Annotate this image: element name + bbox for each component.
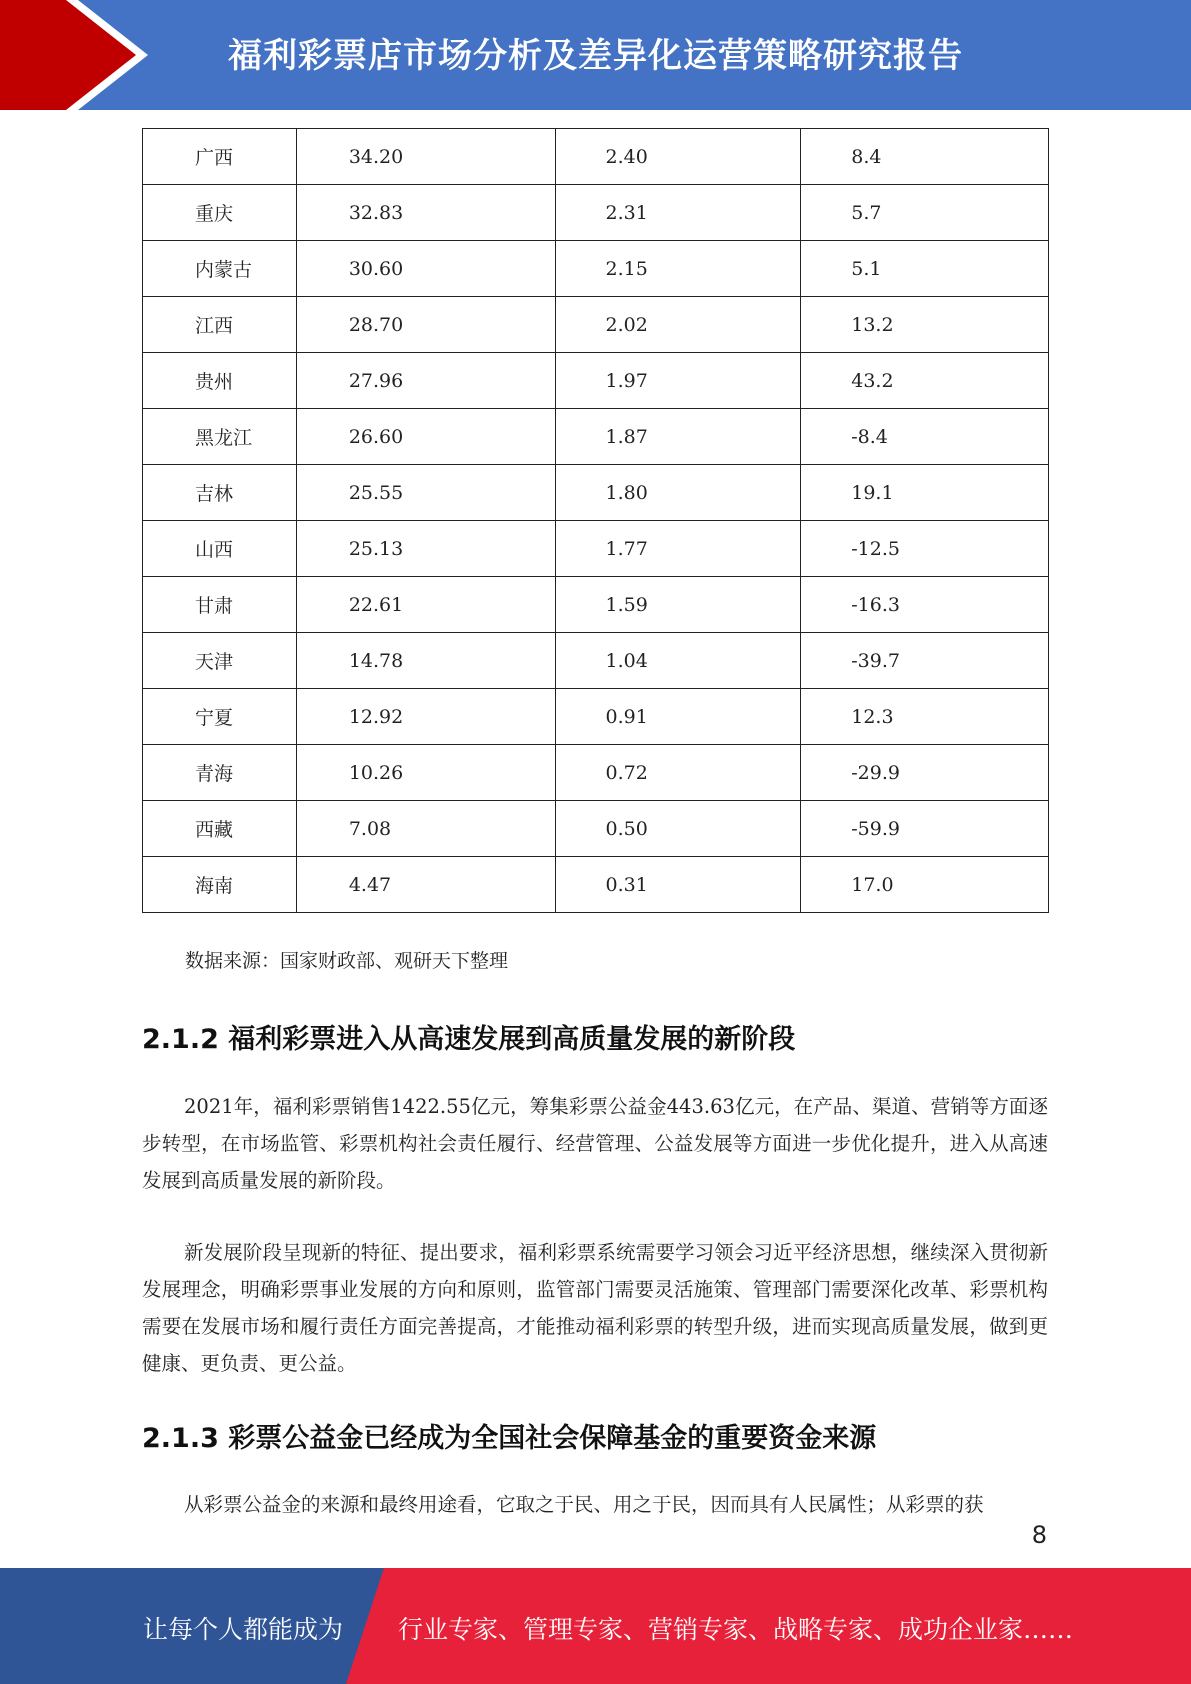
province-cell: 甘肃 [143,577,297,633]
section-2-1-3-paragraph-1: 从彩票公益金的来源和最终用途看，它取之于民、用之于民，因而具有人民属性；从彩票的获 [184,1493,984,1516]
growth-value-cell: -16.3 [801,577,1049,633]
share-value-cell: 1.80 [555,465,801,521]
table-row [143,577,1049,633]
share-value-cell: 2.40 [555,129,801,185]
sales-value-cell: 10.26 [296,745,555,801]
sales-value-cell: 4.47 [296,857,555,913]
sales-value-cell: 7.08 [296,801,555,857]
growth-value-cell: -39.7 [801,633,1049,689]
footer-slogan-right: 行业专家、管理专家、营销专家、战略专家、成功企业家…… [398,1615,1074,1644]
share-value-cell: 1.04 [555,633,801,689]
table-row [143,409,1049,465]
share-value-cell: 0.50 [555,801,801,857]
section-2-1-2-paragraph-2: 新发展阶段呈现新的特征、提出要求，福利彩票系统需要学习领会习近平经济思想，继续深入贯彻新发展理念，明确彩票事业发展的方向和原则，监管部门需要灵活施策、管理部门需要深化改革、彩票机构需要在发展市场和履行责任方面完善提高，才能推动福利彩票的转型升级，进而实现高质量发展，做到更健康、更负责、更公益。 [142,1241,1048,1375]
sales-value-cell: 28.70 [296,297,555,353]
growth-value-cell: 5.7 [801,185,1049,241]
province-cell: 海南 [143,857,297,913]
growth-value-cell: 19.1 [801,465,1049,521]
sales-value-cell: 22.61 [296,577,555,633]
sales-value-cell: 27.96 [296,353,555,409]
table-row [143,129,1049,185]
table-body [143,129,1049,913]
growth-value-cell: 17.0 [801,857,1049,913]
table-row [143,857,1049,913]
province-cell: 西藏 [143,801,297,857]
table-row [143,689,1049,745]
table-row [143,185,1049,241]
share-value-cell: 0.91 [555,689,801,745]
province-cell: 广西 [143,129,297,185]
sales-value-cell: 26.60 [296,409,555,465]
growth-value-cell: 8.4 [801,129,1049,185]
share-value-cell: 2.31 [555,185,801,241]
province-sales-table [142,128,1049,913]
growth-value-cell: 43.2 [801,353,1049,409]
sales-value-cell: 32.83 [296,185,555,241]
province-cell: 贵州 [143,353,297,409]
page-footer [0,1568,1191,1684]
share-value-cell: 2.02 [555,297,801,353]
growth-value-cell: 5.1 [801,241,1049,297]
province-cell: 天津 [143,633,297,689]
province-cell: 宁夏 [143,689,297,745]
table-row [143,801,1049,857]
section-heading-2-1-3: 2.1.3 彩票公益金已经成为全国社会保障基金的重要资金来源 [142,1423,877,1454]
table-row [143,633,1049,689]
province-cell: 吉林 [143,465,297,521]
growth-value-cell: -59.9 [801,801,1049,857]
province-cell: 黑龙江 [143,409,297,465]
table-row [143,241,1049,297]
table-source-note: 数据来源：国家财政部、观研天下整理 [185,950,509,972]
table-row [143,745,1049,801]
footer-slogan-left: 让每个人都能成为 [143,1615,344,1644]
share-value-cell: 1.77 [555,521,801,577]
share-value-cell: 0.31 [555,857,801,913]
sales-value-cell: 14.78 [296,633,555,689]
growth-value-cell: -29.9 [801,745,1049,801]
table-row [143,297,1049,353]
page-number: 8 [1031,1521,1047,1549]
growth-value-cell: -12.5 [801,521,1049,577]
growth-value-cell: 13.2 [801,297,1049,353]
province-cell: 内蒙古 [143,241,297,297]
growth-value-cell: 12.3 [801,689,1049,745]
page-header [0,0,1191,110]
province-cell: 江西 [143,297,297,353]
table-row [143,521,1049,577]
province-cell: 山西 [143,521,297,577]
share-value-cell: 0.72 [555,745,801,801]
header-arrow-decoration [0,0,160,110]
share-value-cell: 2.15 [555,241,801,297]
sales-value-cell: 25.55 [296,465,555,521]
report-title: 福利彩票店市场分析及差异化运营策略研究报告 [228,36,963,76]
growth-value-cell: -8.4 [801,409,1049,465]
table-row [143,465,1049,521]
section-2-1-2-paragraph-1: 2021年，福利彩票销售1422.55亿元，筹集彩票公益金443.63亿元，在产品、渠道、营销等方面逐步转型，在市场监管、彩票机构社会责任履行、经营管理、公益发展等方面进一步优化提升，进入从高速发展到高质量发展的新阶段。 [142,1095,1048,1192]
sales-value-cell: 25.13 [296,521,555,577]
sales-value-cell: 12.92 [296,689,555,745]
section-heading-2-1-2: 2.1.2 福利彩票进入从高速发展到高质量发展的新阶段 [142,1024,796,1055]
sales-value-cell: 30.60 [296,241,555,297]
share-value-cell: 1.59 [555,577,801,633]
share-value-cell: 1.87 [555,409,801,465]
province-cell: 重庆 [143,185,297,241]
share-value-cell: 1.97 [555,353,801,409]
province-cell: 青海 [143,745,297,801]
table-row [143,353,1049,409]
sales-value-cell: 34.20 [296,129,555,185]
